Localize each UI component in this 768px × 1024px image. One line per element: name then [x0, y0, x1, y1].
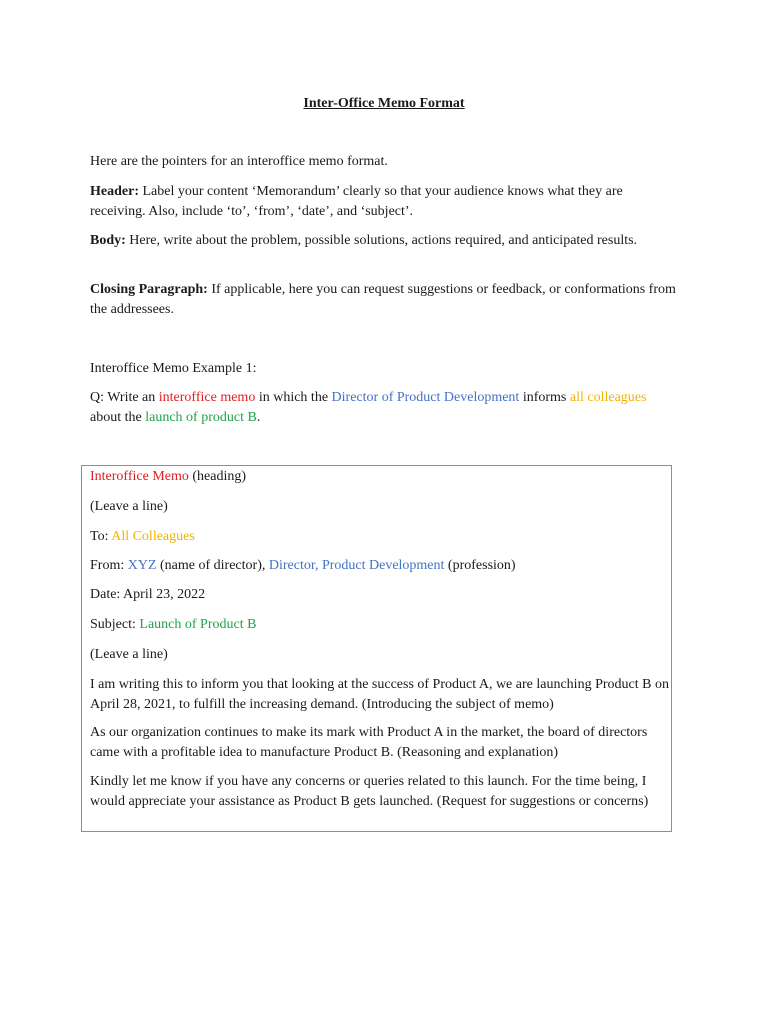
question-text: informs — [519, 390, 570, 405]
memo-paragraph-request: Kindly let me know if you have any concerns or queries related to this launch. For the time being, I would appreciate your assistance as Product B gets launched. (Request for suggestions or concerns) — [90, 774, 649, 809]
memo-from — [90, 556, 675, 576]
memo-from-title: Director, Product Development — [268, 558, 445, 573]
memo-from-name: XYZ — [127, 558, 157, 573]
memo-date: Date: April 23, 2022 — [90, 587, 206, 602]
pointer-closing — [90, 280, 680, 319]
question-text: about the — [90, 409, 146, 425]
memo-to-value: All Colleagues — [111, 529, 195, 544]
memo-to — [90, 527, 675, 547]
page-title: Inter-Office Memo Format — [303, 96, 465, 111]
memo-from-label: From: — [90, 558, 128, 573]
question-text: Q: Write an — [90, 390, 159, 405]
highlight-yellow: all colleagues — [569, 390, 647, 405]
question-text: . — [256, 409, 261, 425]
pointer-text: If applicable, here you can request suggestions or feedback, or conformations from the addressees. — [90, 282, 676, 317]
memo-paragraph-reasoning: As our organization continues to make its mark with Product A in the market, the board of directors came with a profitable idea to manufacture Product B. (Reasoning and explanation) — [90, 725, 648, 760]
pointer-label: Body: — [90, 233, 126, 248]
pointer-body — [90, 231, 680, 251]
example-heading: Interoffice Memo Example 1: — [90, 361, 257, 376]
intro-paragraph: Here are the pointers for an interoffice memo format. — [90, 154, 388, 169]
pointer-text: Label your content ‘Memorandum’ clearly so that your audience knows what they are receiving. Also, include ‘to’, ‘from’, ‘date’, and ‘subject’. — [90, 184, 623, 219]
memo-to-label: To: — [90, 529, 112, 544]
memo-from-title-note: (profession) — [444, 558, 516, 573]
memo-paragraph-intro: I am writing this to inform you that looking at the success of Product A, we are launching Product B on April 28, 2021, to fulfill the increasing demand. (Introducing the subject of memo) — [90, 677, 669, 712]
memo-heading-note: (heading) — [188, 469, 247, 484]
highlight-green: launch of product B — [145, 409, 257, 425]
memo-leave-line: (Leave a line) — [90, 647, 168, 662]
highlight-blue: Director of Product Development — [331, 390, 520, 405]
memo-heading-label: Interoffice Memo — [90, 469, 189, 484]
pointer-header — [90, 182, 680, 221]
memo-from-name-note: (name of director), — [156, 558, 269, 573]
memo-leave-line: (Leave a line) — [90, 499, 168, 514]
memo-subject — [90, 615, 675, 635]
question-text: in which the — [255, 390, 332, 405]
pointer-text: Here, write about the problem, possible solutions, actions required, and anticipated results. — [125, 233, 638, 248]
memo-heading — [90, 467, 675, 487]
memo-subject-label: Subject: — [90, 617, 140, 632]
pointer-label: Closing Paragraph: — [90, 282, 208, 297]
question-paragraph — [90, 388, 680, 427]
highlight-red: interoffice memo — [158, 390, 256, 405]
pointer-label: Header: — [90, 184, 139, 199]
memo-subject-value: Launch of Product B — [139, 617, 257, 632]
